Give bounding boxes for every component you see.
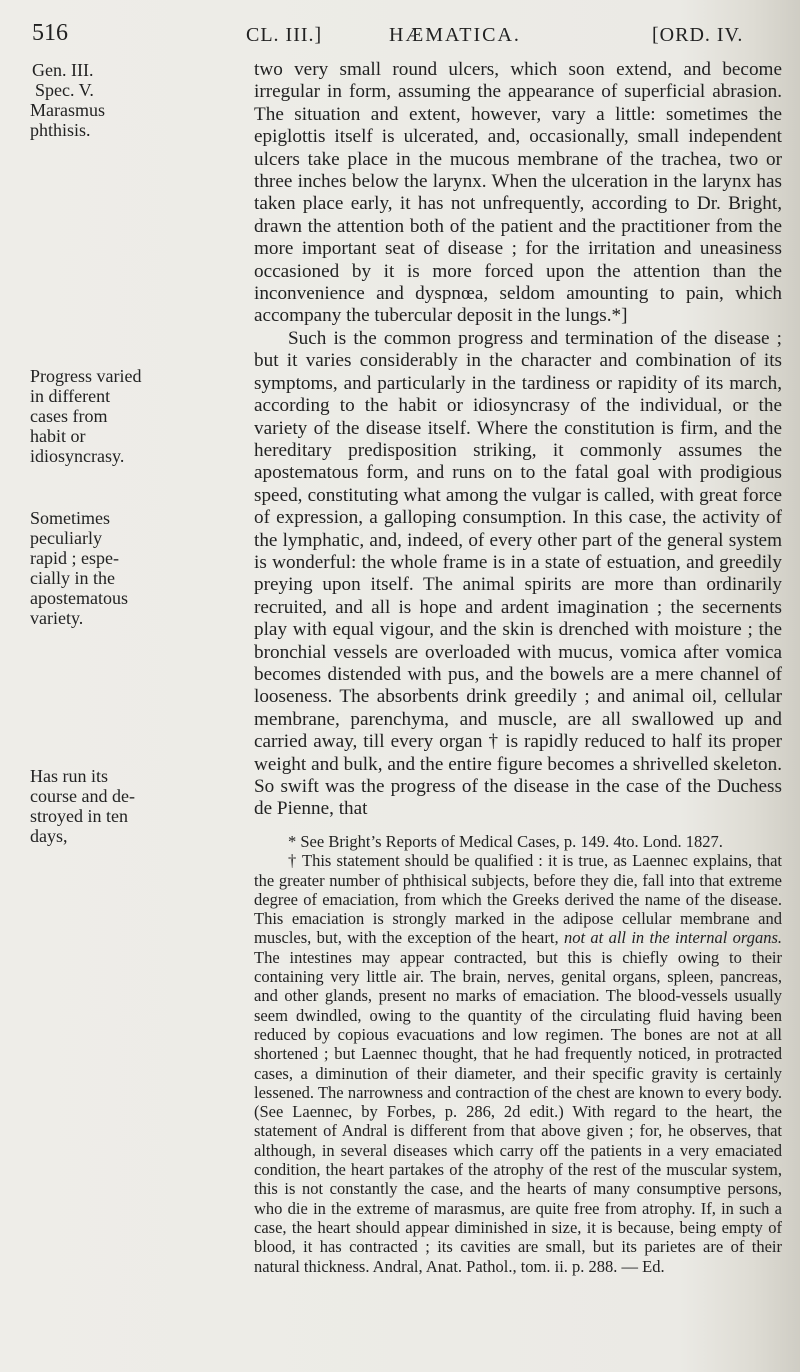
paragraph: two very small round ulcers, which soon extend, and become irregular in form, assuming the appearance of superficial abrasion. The situation and extent, however, vary a little: sometimes the epiglottis itself is ulcerated, and, occasionally, small independent ulcers take place in the mucous membrane of the trachea, two or three inches below the larynx. When the ulceration in the larynx has taken place early, it has not unfrequently, according to Dr. Bright, drawn the attention both of the patient and the practitioner from the more important seat of disease ; for the irritation and uneasiness occasioned by it is more forced upon the attention than the inconvenience and dyspnœa, seldom amounting to pain, which accompany the tubercular deposit in the lungs.*] [254, 59, 782, 327]
emphasis-text: not at all in the internal organs. [563, 928, 782, 948]
chapter-ref: CL. III.] [246, 24, 323, 46]
footnote-dagger: † This statement should be qualified : it is true, as Laennec explains, that the greater number of phthisical subjects, before they die, fall into that extreme degree of emaciation, from which the Greeks derived the name of the disease. This emaciation is strongly marked in the adipose cellular membrane and muscles, but, with the exception of the heart, not at all in the internal organs. The intestines may appear contracted, but this is chiefly owing to their containing very little air. The brain, nerves, genital organs, spleen, pancreas, and other glands, present no marks of emaciation. The blood-vessels usually seem dwindled, owing to the quantity of the circulating fluid having been reduced by copious evacuations and low regimen. The bones are not at all shortened ; but Laennec thought, that he had frequently noticed, in protracted cases, a diminution of their diameter, and their specific gravity is certainly lessened. The narrowness and contraction of the chest are known to every body. (See Laennec, by Forbes, p. 286, 2d edit.) With regard to the heart, the statement of Andral is different from that above given ; for, he observes, that although, in several diseases which carry off the patients in a very emaciated condition, the heart partakes of the atrophy of the rest of the muscular system, this is not constantly the case, and the hearts of many consumptive persons, who die in the extreme of marasmus, are quite free from atrophy. If, in such a case, the heart should appear diminished in size, it is because, being empty of blood, it has contracted ; its cavities are small, but its parietes are of their natural thickness. Andral, Anat. Pathol., tom. ii. p. 288. — Ed. [254, 851, 782, 1276]
margin-note-sometimes: Sometimes peculiarly rapid ; espe- cially in the apostematous variety. [30, 508, 128, 628]
paragraph: Such is the common progress and termination of the disease ; but it varies considerably in the character and combination of its symptoms, and particularly in the tardiness or rapidity of its march, according to the habit or idiosyncrasy of the individual, or the variety of the disease itself. Where the constitution is firm, and the hereditary predisposition striking, it commonly assumes the apostematous form, and runs on to the fatal goal with prodigious speed, constituting what among the vulgar is called, with great force of expression, a galloping consumption. In this case, the activity of the lymphatic, and, indeed, of every other part of the general system is wonderful: the whole frame is in a state of estuation, and greedily preying upon itself. The animal spirits are more than ordinarily recruited, and all is hope and ardent imagination ; the secernents play with equal vigour, and the skin is drenched with moisture ; the bronchial vessels are overloaded with mucus, vomica after vomica becomes distended with pus, and the bowels are a mere channel of looseness. The absorbents drink greedily ; and animal oil, cellular membrane, parenchyma, and muscle, are all swallowed up and carried away, till every organ † is rapidly reduced to half its proper weight and bulk, and the entire figure becomes a shrivelled skeleton. So swift was the progress of the disease in the case of the Duchess de Pienne, that [254, 327, 782, 820]
running-title: HÆMATICA. [389, 24, 521, 46]
margin-note-progress: Progress varied in different cases from habit or idiosyncrasy. [30, 366, 142, 466]
footnotes [254, 832, 782, 1276]
margin-note-has-run: Has run its course and de- stroyed in ten days, [30, 766, 135, 846]
main-text [254, 59, 782, 821]
margin-note-genus: Gen. III. Spec. V. Marasmus phthisis. [30, 60, 105, 140]
page-number: 516 [32, 20, 68, 46]
page-header [30, 20, 785, 54]
order-ref: [ORD. IV. [652, 24, 744, 46]
footnote-star: * See Bright’s Reports of Medical Cases, p. 149. 4to. Lond. 1827. [288, 832, 723, 851]
